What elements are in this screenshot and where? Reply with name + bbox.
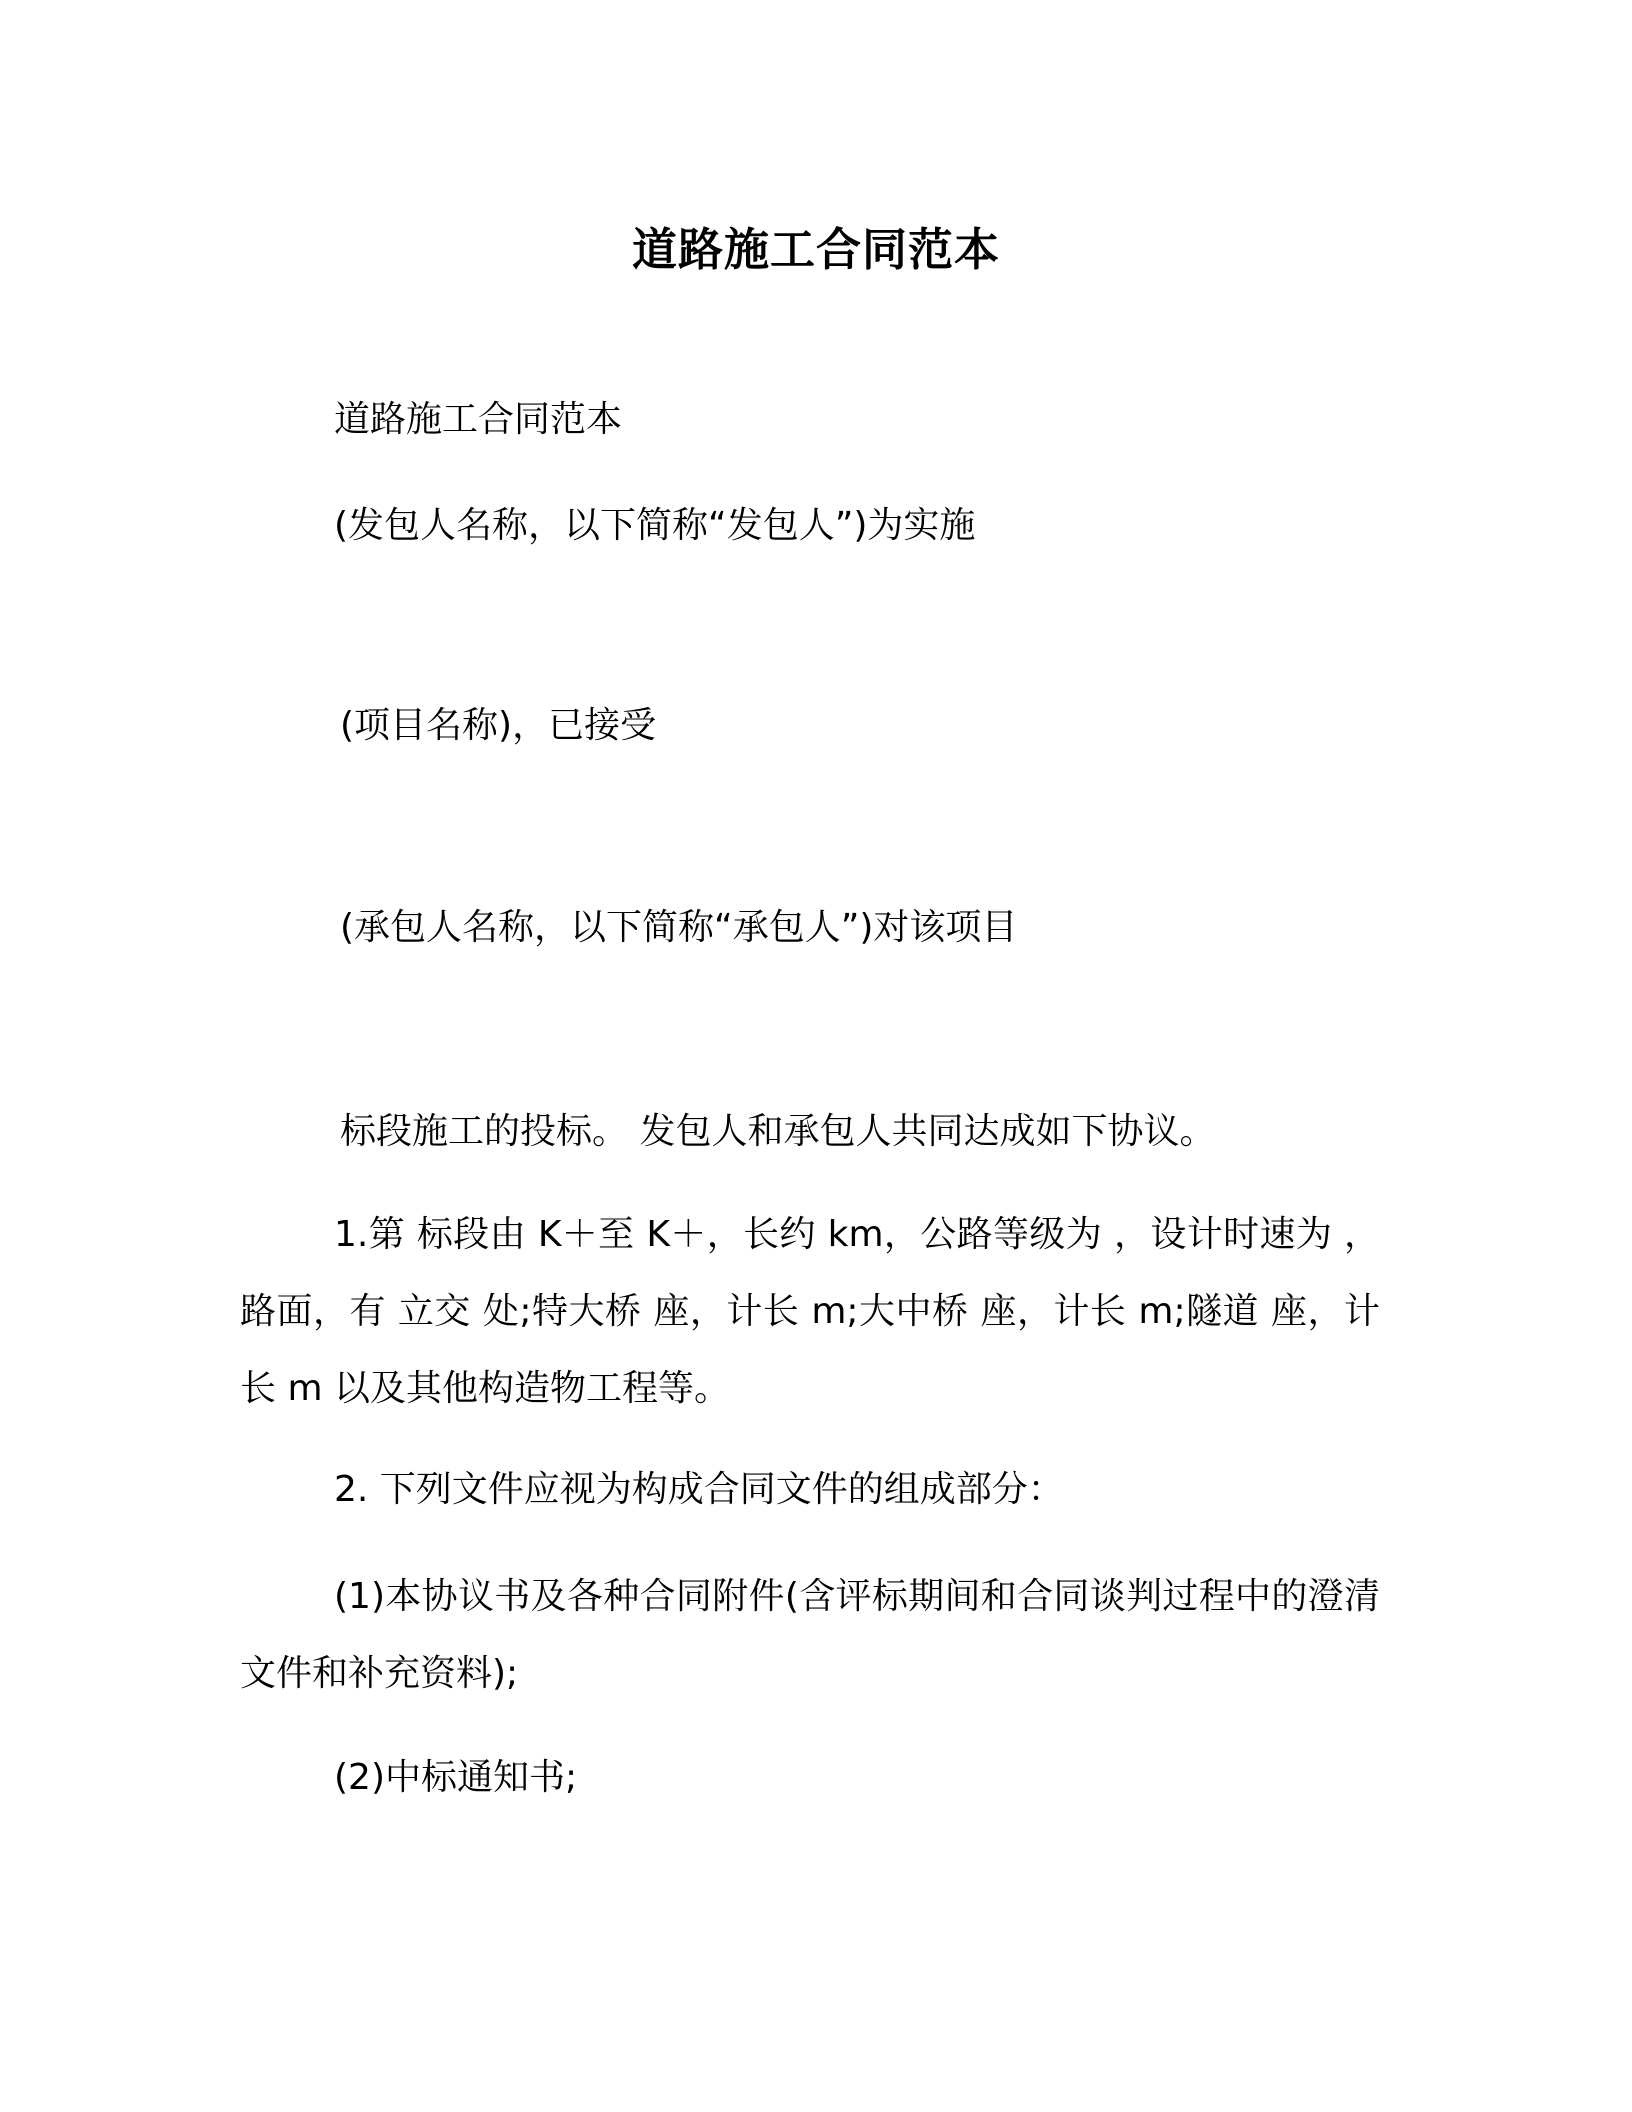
- clause-2-heading: 2. 下列文件应视为构成合同文件的组成部分：: [334, 1469, 1064, 1510]
- document-title: 道路施工合同范本: [631, 223, 1000, 276]
- project-line: (项目名称)，已接受: [340, 705, 657, 746]
- contractor-line: (承包人名称，以下简称“承包人”)对该项目: [340, 907, 1018, 948]
- clause-1-paragraph: 1.第 标段由 K＋至 K＋，长约 km，公路等级为 ，设计时速为 ，路面，有 立交 处;特大桥 座，计长 m;大中桥 座，计长 m;隧道 座，计长 m 以及其他构造物工程等。: [240, 1214, 1380, 1409]
- item-2-line: (2)中标通知书;: [334, 1757, 578, 1798]
- bid-line: 标段施工的投标。 发包人和承包人共同达成如下协议。: [340, 1111, 1216, 1152]
- item-1-paragraph: (1)本协议书及各种合同附件(含评标期间和合同谈判过程中的澄清文件和补充资料);: [240, 1576, 1380, 1694]
- employer-line: (发包人名称，以下简称“发包人”)为实施: [334, 505, 976, 546]
- subtitle-line: 道路施工合同范本: [334, 399, 623, 440]
